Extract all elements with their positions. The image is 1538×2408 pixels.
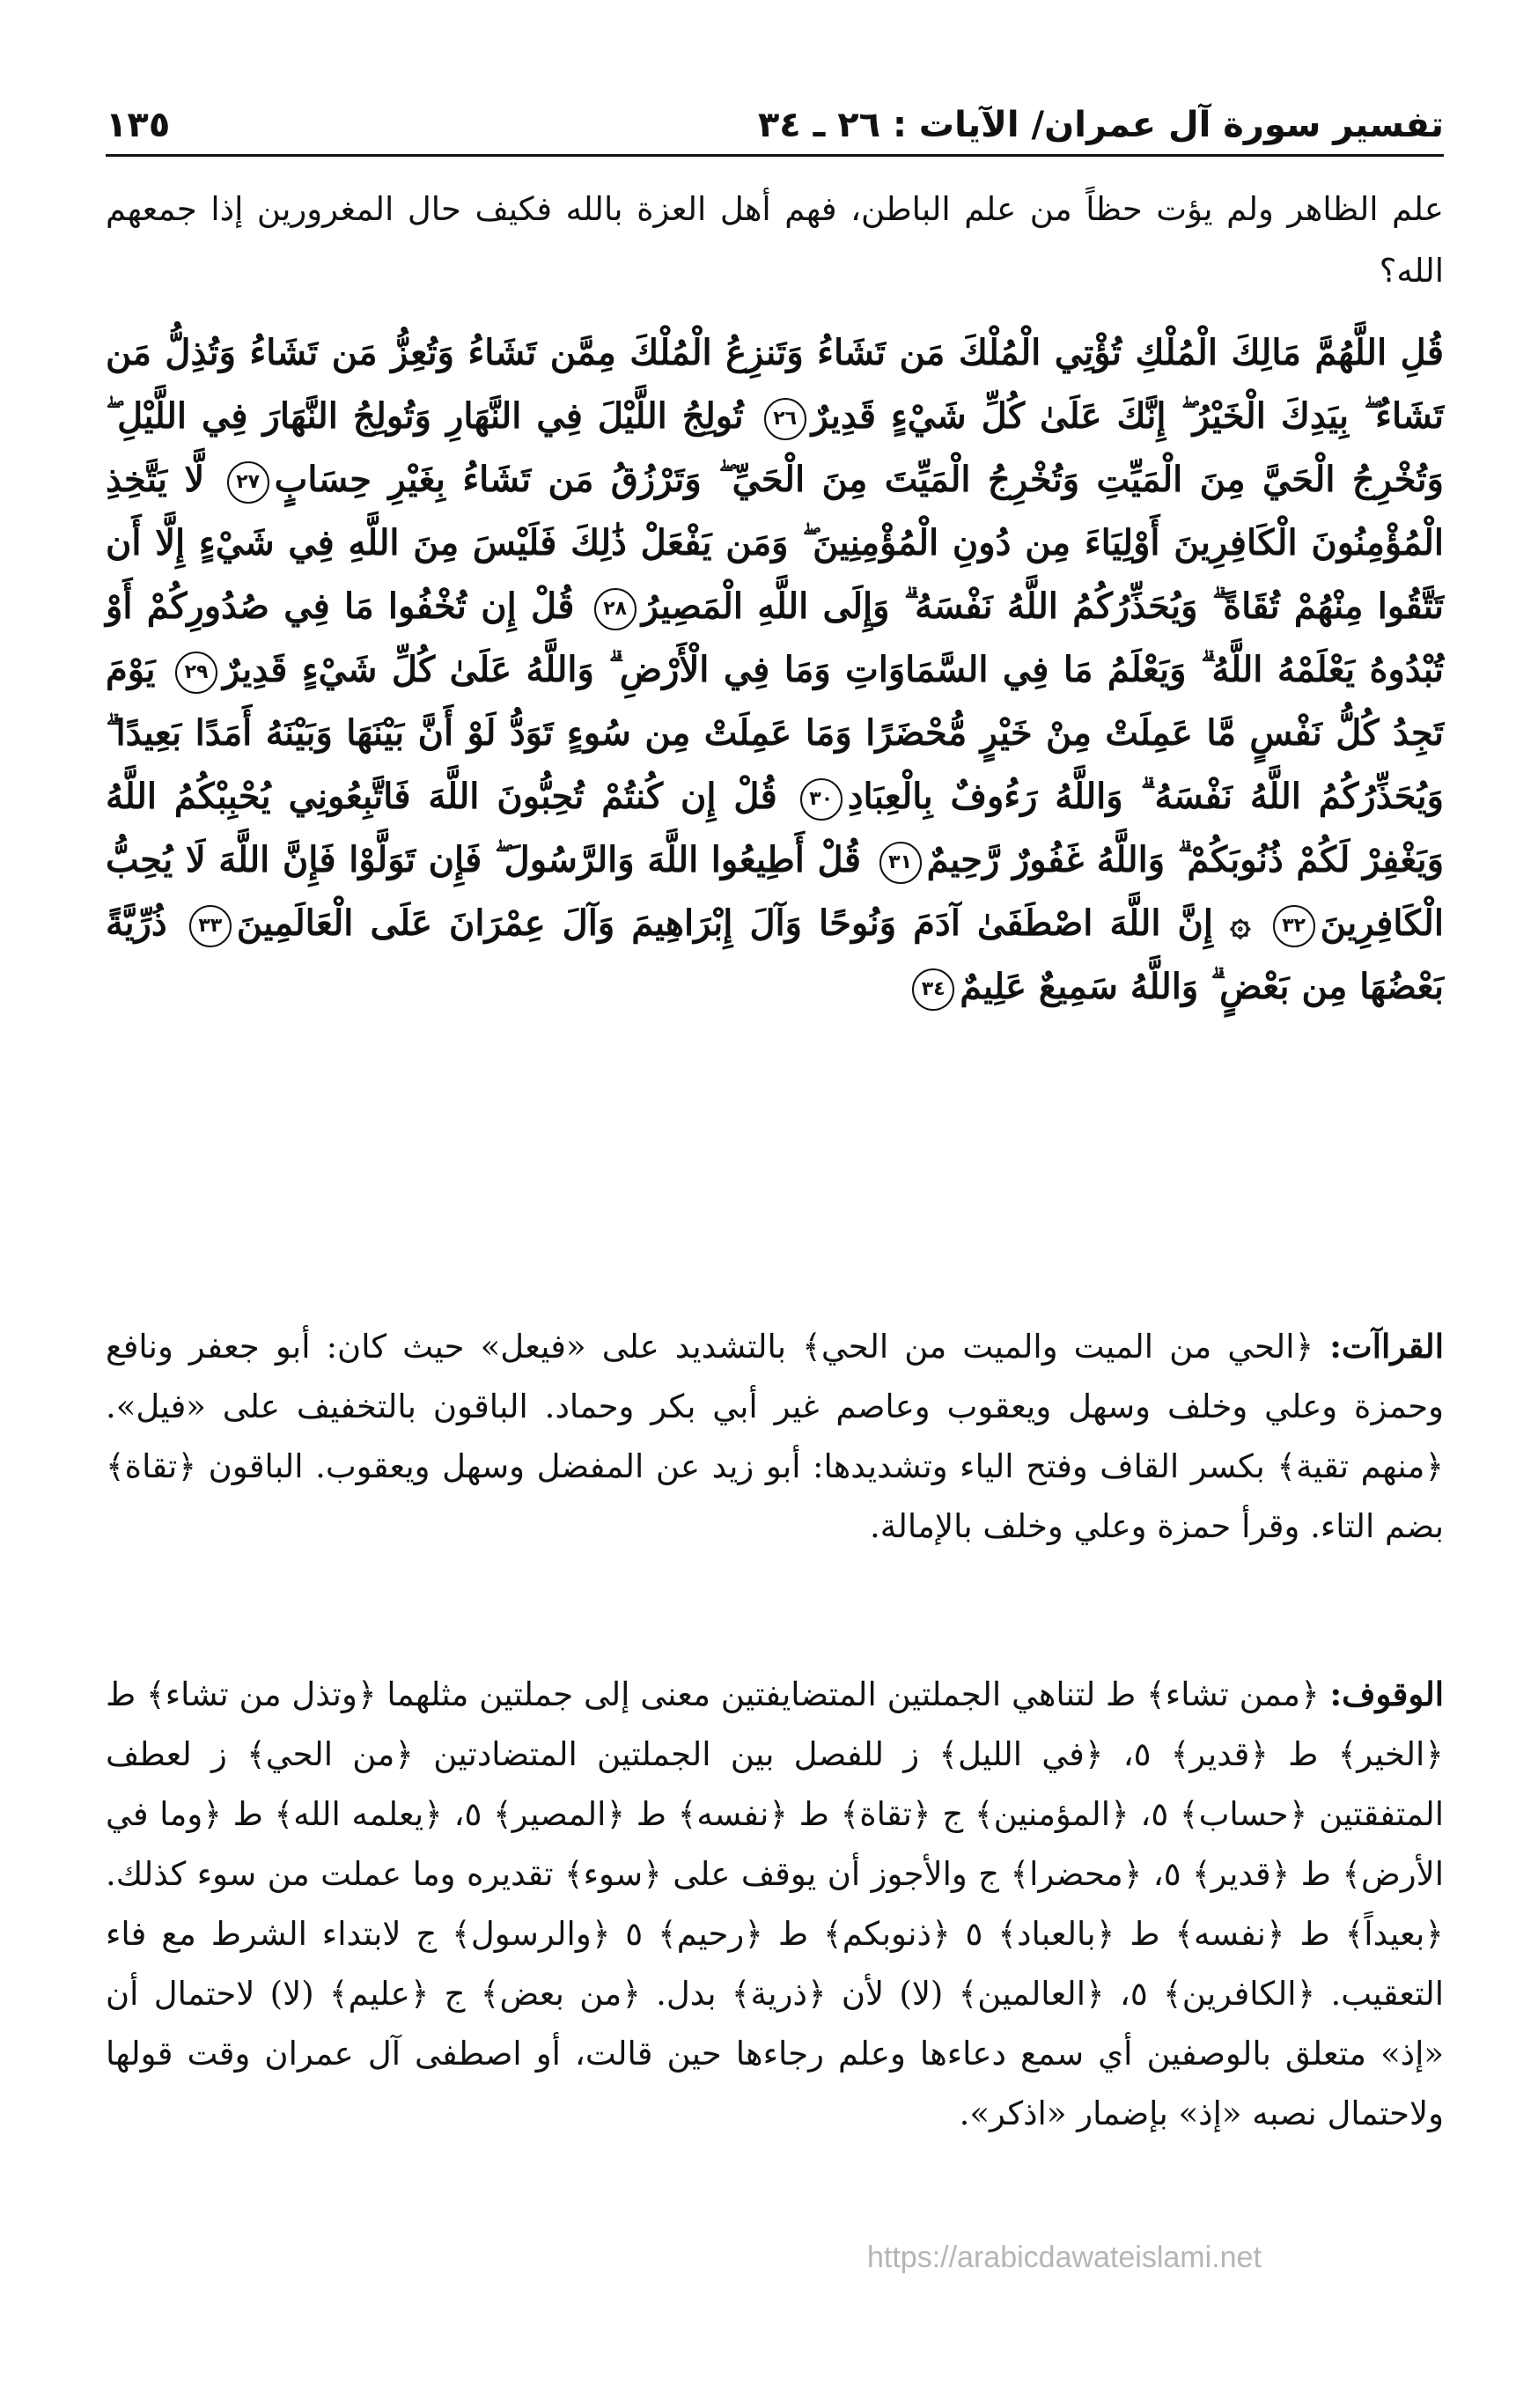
verse-text: ۞ إِنَّ اللَّهَ اصْطَفَىٰ آدَمَ وَنُوحًا وَآلَ إِبْرَاهِيمَ وَآلَ عِمْرَانَ عَلَى الْعَالَمِينَ [236,902,1251,944]
page-number: ١٣٥ [106,105,171,145]
qiraat-text: ﴿الحي من الميت والميت من الحي﴾ بالتشديد على «فيعل» حيث كان: أبو جعفر ونافع وحمزة وعلي وخلف وسهل ويعقوب وعاصم غير أبي بكر وحماد. الباقون بالتخفيف على «فيل». ﴿منهم تقية﴾ بكسر القاف وفتح الياء وتشديدها: أبو زيد عن المفضل وسهل ويعقوب. الباقون ﴿تقاة﴾ بضم التاء. وقرأ حمزة وعلي وخلف بالإمالة. [106,1328,1444,1545]
intro-paragraph: علم الظاهر ولم يؤت حظاً من علم الباطن، فهم أهل العزة بالله فكيف حال المغرورين إذا جمعهم الله؟ [106,190,1444,290]
ayah-number-marker: ٢٩ [175,652,217,694]
verse-text: يَوْمَ تَجِدُ كُلُّ نَفْسٍ مَّا عَمِلَتْ مِنْ خَيْرٍ مُّحْضَرًا وَمَا عَمِلَتْ مِن سُوءٍ تَوَدُّ لَوْ أَنَّ بَيْنَهَا وَبَيْنَهُ أَمَدًا بَعِيدًا ۗ وَيُحَذِّرُكُمُ اللَّهُ نَفْسَهُ ۗ وَاللَّهُ رَءُوفٌ بِالْعِبَادِ [106,649,1444,817]
book-page [106,84,1444,2355]
verse-text: قُلِ اللَّهُمَّ مَالِكَ الْمُلْكِ تُؤْتِي الْمُلْكَ مَن تَشَاءُ وَتَنزِعُ الْمُلْكَ مِمَّن تَشَاءُ وَتُعِزُّ مَن تَشَاءُ وَتُذِلُّ مَن تَشَاءُ ۖ بِيَدِكَ الْخَيْرُ ۖ إِنَّكَ عَلَىٰ كُلِّ شَيْءٍ قَدِيرٌ [106,332,1444,437]
wuquf-text: ﴿ممن تشاء﴾ ط لتناهي الجملتين المتضايفتين معنى إلى جملتين مثلهما ﴿وتذل من تشاء﴾ ط ﴿الخير﴾ ط ﴿قدير﴾ ٥، ﴿في الليل﴾ ز للفصل بين الجملتين المتضادتين ﴿من الحي﴾ ز لعطف المتفقتين ﴿حساب﴾ ٥، ﴿المؤمنين﴾ ج ﴿تقاة﴾ ط ﴿نفسه﴾ ط ﴿المصير﴾ ٥، ﴿يعلمه الله﴾ ط ﴿وما في الأرض﴾ ط ﴿قدير﴾ ٥، ﴿محضرا﴾ ج والأجوز أن يوقف على ﴿سوء﴾ تقديره وما عملت من سوء كذلك. ﴿بعيداً﴾ ط ﴿نفسه﴾ ط ﴿بالعباد﴾ ٥ ﴿ذنوبكم﴾ ط ﴿رحيم﴾ ٥ ﴿والرسول﴾ ج لابتداء الشرط مع فاء التعقيب. ﴿الكافرين﴾ ٥، ﴿العالمين﴾ (لا) لأن ﴿ذرية﴾ بدل. ﴿من بعض﴾ ج ﴿عليم﴾ (لا) لاحتمال أن «إذ» متعلق بالوصفين أي سمع دعاءها وعلم رجاءها حين قالت، أو اصطفى آل عمران وقت قولها ولاحتمال نصبه «إذ» بإضمار «اذكر». [106,1675,1445,2132]
ayah-number-marker: ٣٢ [1273,905,1315,947]
qiraat-paragraph [106,1316,1444,1557]
qiraat-label: القراآت: [1329,1327,1444,1366]
verse-33 [184,902,1251,944]
wuquf-label: الوقوف: [1329,1675,1444,1713]
verse-text: لَّا يَتَّخِذِ الْمُؤْمِنُونَ الْكَافِرِينَ أَوْلِيَاءَ مِن دُونِ الْمُؤْمِنِينَ ۖ وَمَن يَفْعَلْ ذَٰلِكَ فَلَيْسَ مِنَ اللَّهِ فِي شَيْءٍ إِلَّا أَن تَتَّقُوا مِنْهُمْ تُقَاةً ۗ وَيُحَذِّرُكُمُ اللَّهُ نَفْسَهُ ۗ وَإِلَى اللَّهِ الْمَصِيرُ [106,459,1444,627]
ayah-number-marker: ٣٣ [189,905,232,947]
running-title: تفسير سورة آل عمران/ الآيات : ٢٦ ـ ٣٤ [757,105,1444,145]
ayah-number-marker: ٣٠ [800,778,843,821]
verses-text [106,321,1444,1019]
verse-text: قُلْ إِن كُنتُمْ تُحِبُّونَ اللَّهَ فَاتَّبِعُونِي يُحْبِبْكُمُ اللَّهُ وَيَغْفِرْ لَكُمْ ذُنُوبَكُمْ ۗ وَاللَّهُ غَفُورٌ رَّحِيمٌ [106,776,1445,880]
header-rule [106,154,1444,157]
ayah-number-marker: ٢٨ [594,588,637,630]
wuquf-paragraph [106,1664,1444,2144]
watermark-url: https://arabicdawateislami.net [867,2241,1262,2274]
ayah-number-marker: ٣٤ [912,968,954,1011]
ayah-number-marker: ٢٦ [764,398,806,440]
verse-text: تُولِجُ اللَّيْلَ فِي النَّهَارِ وَتُولِجُ النَّهَارَ فِي اللَّيْلِ ۖ وَتُخْرِجُ الْحَيَّ مِنَ الْمَيِّتِ وَتُخْرِجُ الْمَيِّتَ مِنَ الْحَيِّ ۖ وَتَرْزُقُ مَن تَشَاءُ بِغَيْرِ حِسَابٍ [106,395,1444,500]
verse-text: ذُرِّيَّةً بَعْضُهَا مِن بَعْضٍ ۗ وَاللَّهُ سَمِيعٌ عَلِيمٌ [106,902,1444,1007]
qiraat-section [106,1316,1444,1557]
ayah-number-marker: ٣١ [879,842,922,884]
wuquf-section [106,1664,1444,2144]
page-header [106,84,1444,145]
quran-verses-block [106,321,1444,1272]
verse-text: قُلْ إِن تُخْفُوا مَا فِي صُدُورِكُمْ أَوْ تُبْدُوهُ يَعْلَمْهُ اللَّهُ ۗ وَيَعْلَمُ مَا فِي السَّمَاوَاتِ وَمَا فِي الْأَرْضِ ۗ وَاللَّهُ عَلَىٰ كُلِّ شَيْءٍ قَدِيرٌ [106,585,1445,690]
verse-text: قُلْ أَطِيعُوا اللَّهَ وَالرَّسُولَ ۖ فَإِن تَوَلَّوْا فَإِنَّ اللَّهَ لَا يُحِبُّ الْكَافِرِينَ [106,839,1444,944]
ayah-number-marker: ٢٧ [227,461,269,504]
